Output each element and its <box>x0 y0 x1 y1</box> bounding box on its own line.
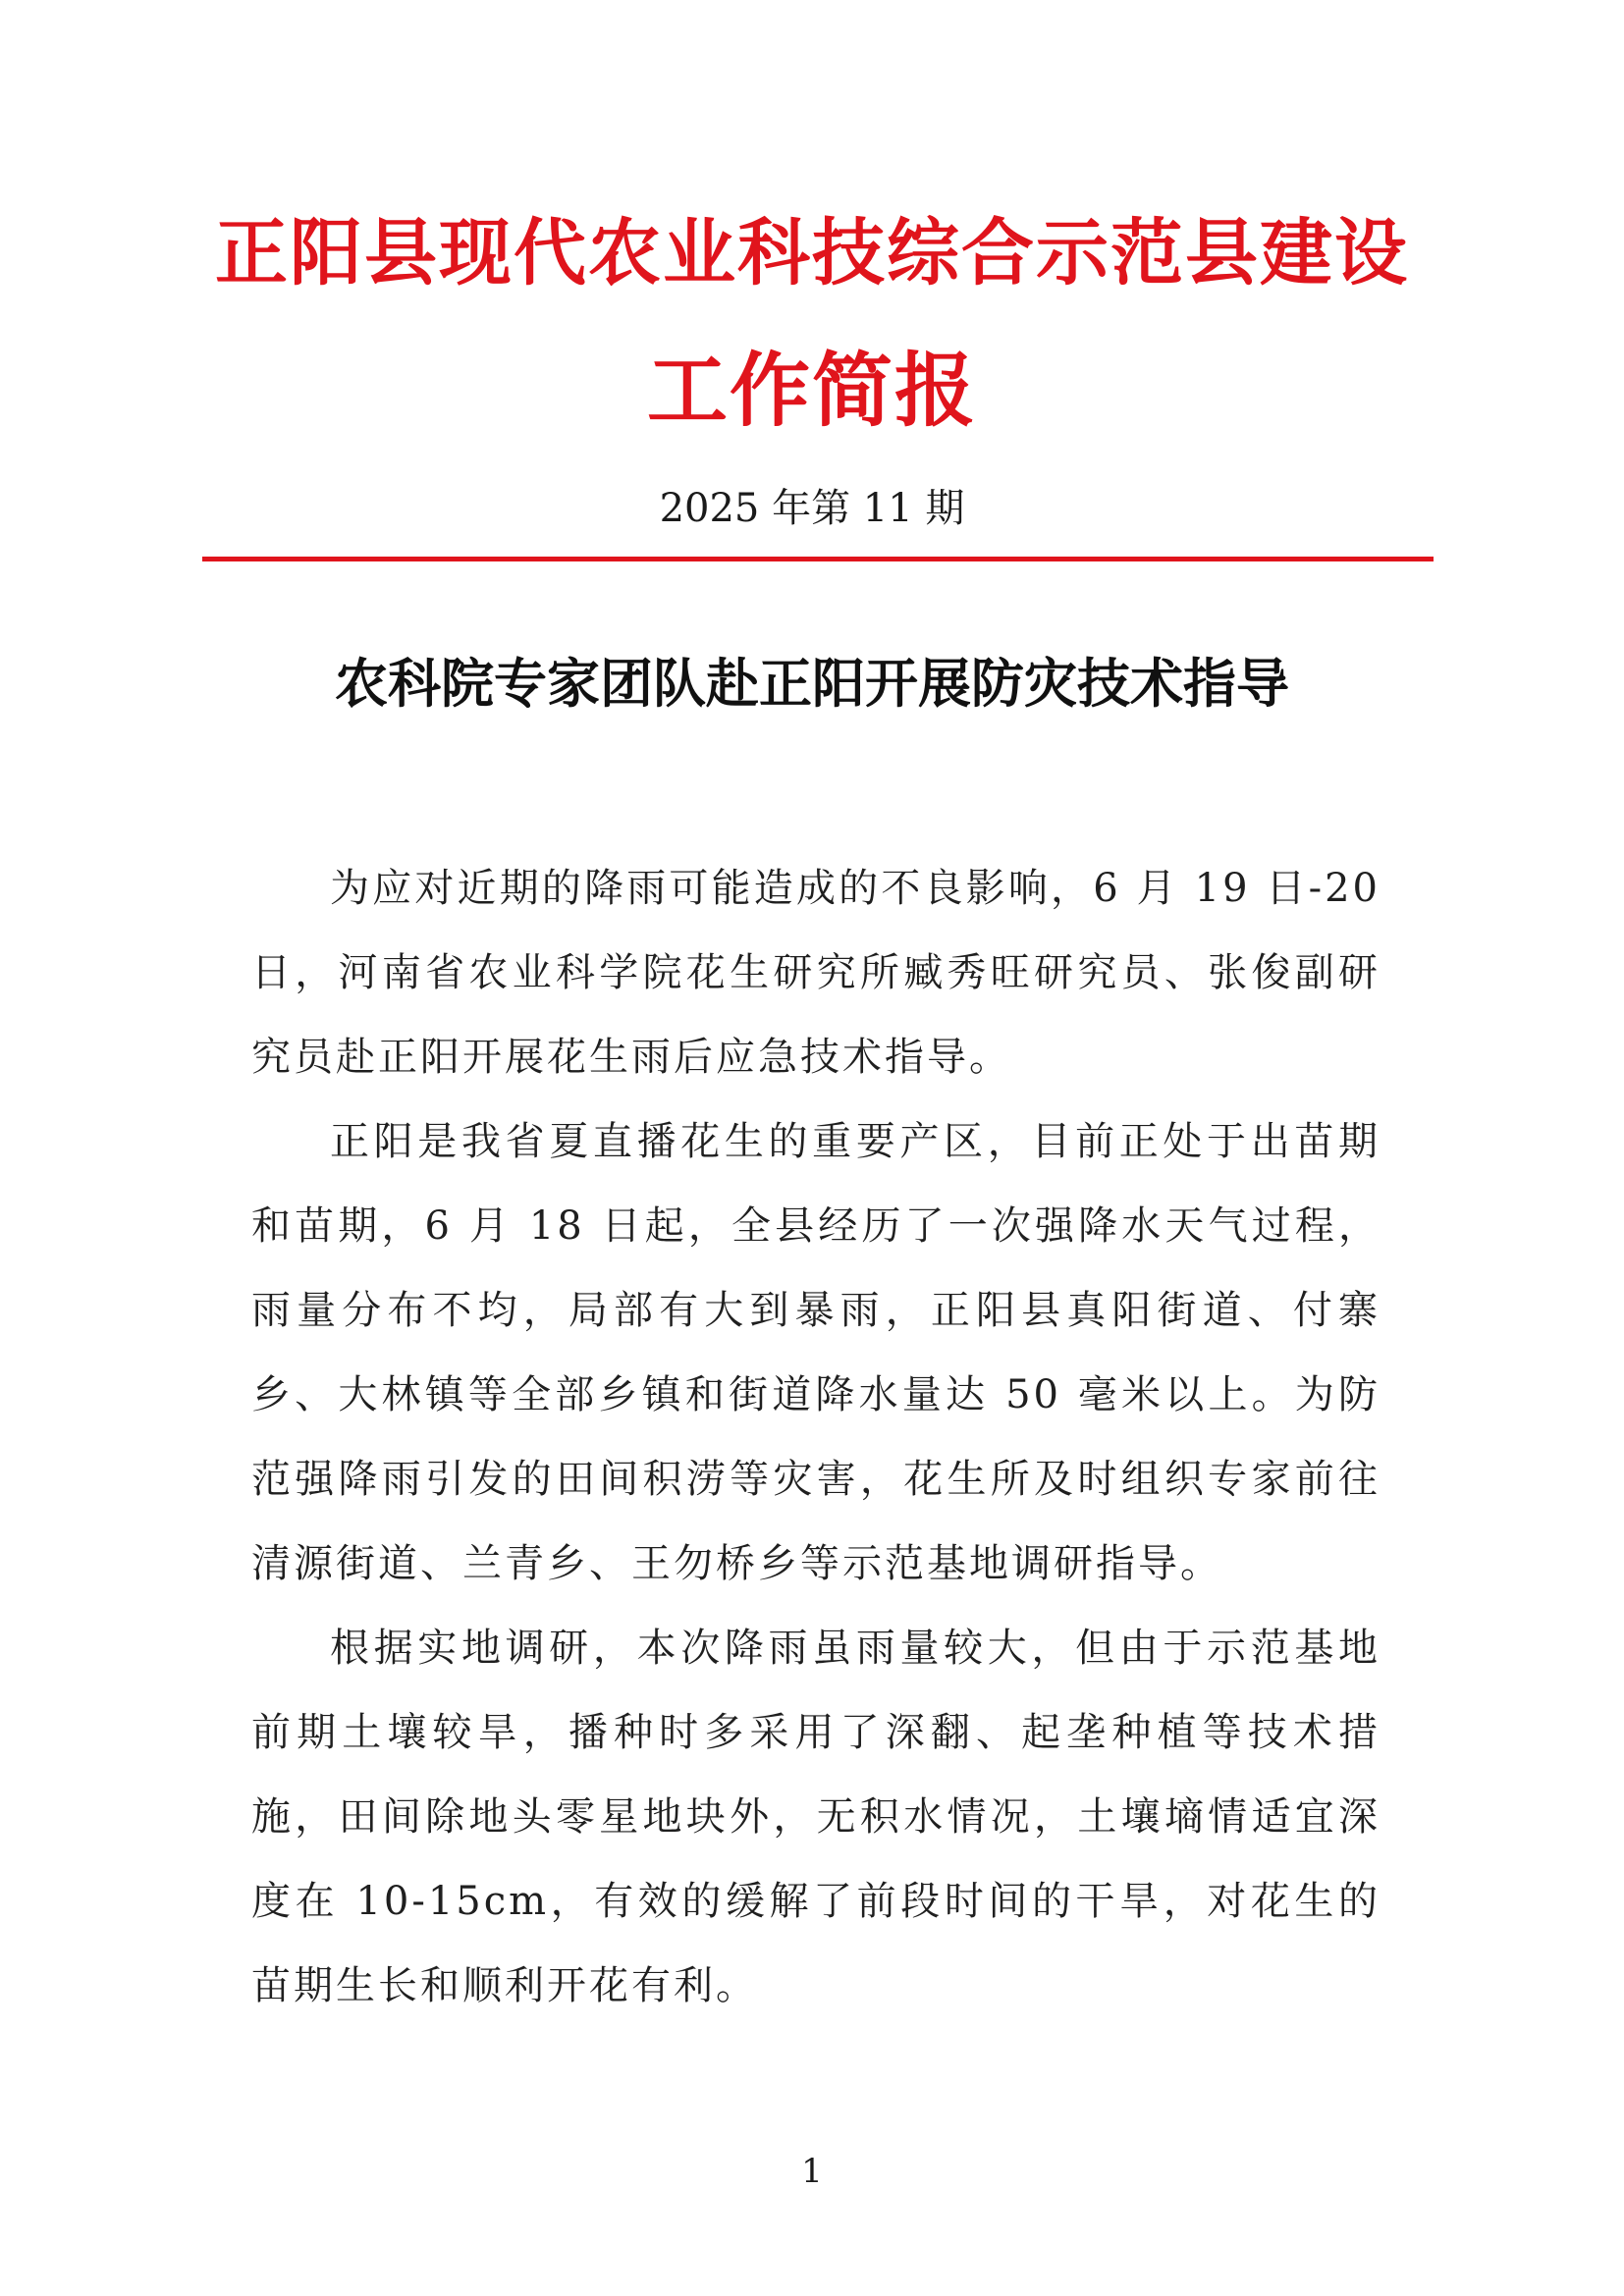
paragraph: 正阳是我省夏直播花生的重要产区，目前正处于出苗期和苗期，6 月 18 日起，全县经历了一次强降水天气过程，雨量分布不均，局部有大到暴雨，正阳县真阳街道、付寨乡、大林镇等全部乡镇和街道降水量达 50 毫米以上。为防范强降雨引发的田间积涝等灾害，花生所及时组织专家前往清源街道、兰青乡、王勿桥乡等示范基地调研指导。 <box>251 1119 1380 1586</box>
paragraph: 根据实地调研，本次降雨虽雨量较大，但由于示范基地前期土壤较旱，播种时多采用了深翻、起垄种植等技术措施，田间除地头零星地块外，无积水情况，土壤墒情适宜深度在 10-15cm，有效的缓解了前段时间的干旱，对花生的苗期生长和顺利开花有利。 <box>251 1626 1380 2008</box>
article-body <box>251 846 1380 2028</box>
paragraph: 为应对近期的降雨可能造成的不良影响，6 月 19 日-20 日，河南省农业科学院花生研究所臧秀旺研究员、张俊副研究员赴正阳开展花生雨后应急技术指导。 <box>251 866 1380 1080</box>
masthead-title-line-2: 工作简报 <box>646 344 977 438</box>
issue-number: 2025 年第 11 期 <box>659 486 965 531</box>
masthead-divider <box>202 557 1434 561</box>
article-title: 农科院专家团队赴正阳开展防灾技术指导 <box>335 652 1289 715</box>
page-number: 1 <box>801 2152 823 2191</box>
masthead-title-line-1: 正阳县现代农业科技综合示范县建设 <box>215 211 1409 295</box>
